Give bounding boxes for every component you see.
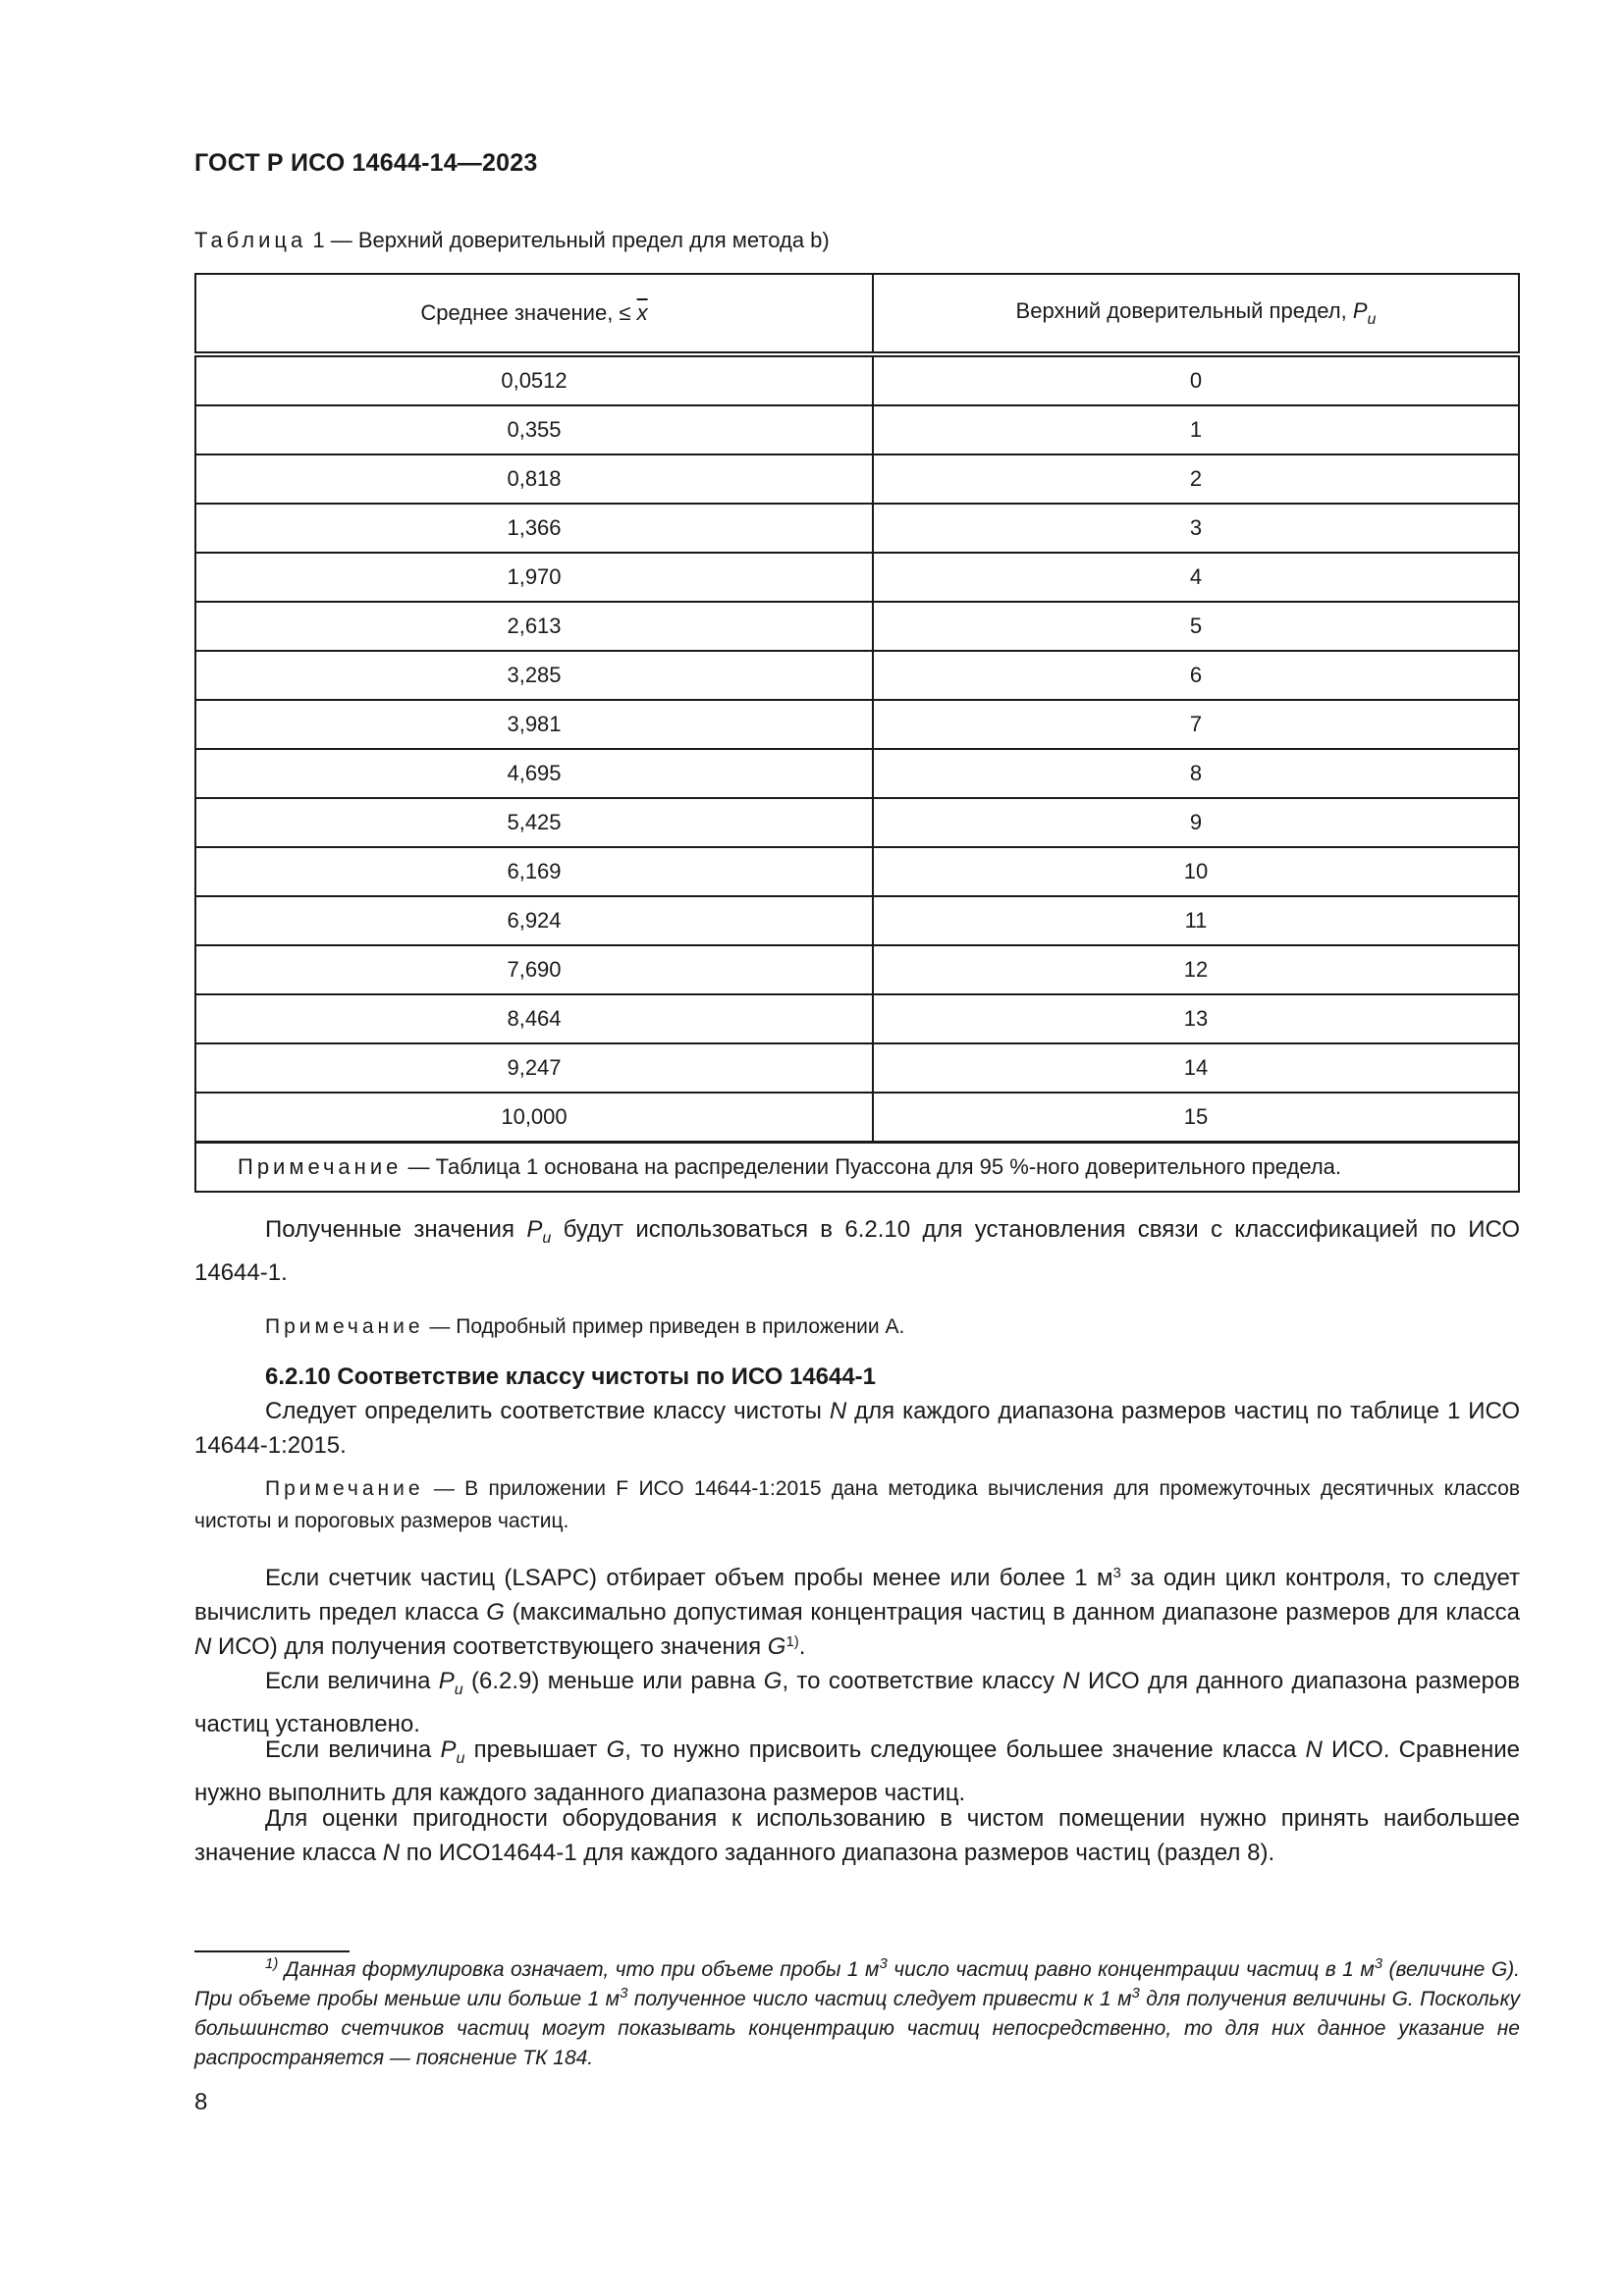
- text: по ИСО14644-1 для каждого заданного диапазона размеров частиц (раздел 8).: [400, 1840, 1275, 1866]
- table-header-row: [195, 274, 1519, 354]
- n-symbol: N: [1062, 1668, 1080, 1694]
- table-row: [195, 354, 1519, 405]
- text: будут использоваться в 6.2.10 для установления связи с классификацией по ИСО 14644-1.: [194, 1216, 1521, 1286]
- upper-limit-cell: 0: [873, 354, 1519, 405]
- table-note: [195, 1143, 1519, 1193]
- upper-limit-cell: 9: [873, 798, 1519, 847]
- text: ИСО) для получения соответствующего значения: [211, 1633, 768, 1660]
- section-heading-text: 6.2.10 Соответствие классу чистоты по ИСО 14644-1: [265, 1363, 877, 1390]
- paragraph-equipment-suitability: [194, 1801, 1520, 1870]
- text: .: [798, 1633, 806, 1660]
- upper-limit-cell: 1: [873, 405, 1519, 454]
- text: Если величина: [265, 1668, 439, 1694]
- mean-value-cell: 0,0512: [195, 354, 873, 405]
- mean-value-cell: 8,464: [195, 994, 873, 1043]
- mean-value-cell: 9,247: [195, 1043, 873, 1093]
- upper-limit-cell: 3: [873, 504, 1519, 553]
- g-symbol: G: [606, 1736, 625, 1763]
- text: Данная формулировка означает, что при объеме пробы 1 м: [278, 1958, 880, 1981]
- table-row: [195, 454, 1519, 504]
- superscript: 3: [1131, 1985, 1140, 2002]
- text: Полученные значения: [265, 1216, 527, 1243]
- superscript: 3: [1112, 1565, 1121, 1581]
- x-bar-symbol: $\overline{x}$: [636, 300, 648, 325]
- table-row: [195, 749, 1519, 798]
- p-symbol: P: [440, 1736, 457, 1763]
- text: , то соответствие классу: [782, 1668, 1063, 1694]
- table-note-text: — Таблица 1 основана на распределении Пуассона для 95 %-ного доверительного предела.: [402, 1154, 1342, 1179]
- table-row: [195, 700, 1519, 749]
- mean-value-cell: 0,355: [195, 405, 873, 454]
- n-symbol: N: [1305, 1736, 1323, 1763]
- page-number: 8: [194, 2089, 208, 2115]
- table-body: [195, 354, 1519, 1143]
- text: (максимально допустимая концентрация частиц в данном диапазоне размеров для класса: [504, 1599, 1520, 1626]
- mean-value-cell: 1,366: [195, 504, 873, 553]
- note-text: — Подробный пример приведен в приложении А.: [423, 1315, 905, 1338]
- upper-limit-cell: 7: [873, 700, 1519, 749]
- table-row: [195, 651, 1519, 700]
- mean-value-cell: 3,285: [195, 651, 873, 700]
- column-header-mean-label: Среднее значение, ≤: [420, 300, 637, 325]
- table-row: [195, 602, 1519, 651]
- p-symbol: P: [526, 1216, 543, 1243]
- upper-limit-cell: 8: [873, 749, 1519, 798]
- table-caption-number: 1: [312, 228, 325, 252]
- mean-value-cell: 3,981: [195, 700, 873, 749]
- note-example-reference: [194, 1310, 1520, 1343]
- paragraph-pu-exceeds: [194, 1733, 1520, 1810]
- document-header-standard-id: ГОСТ Р ИСО 14644-14—2023: [194, 149, 538, 177]
- upper-limit-cell: 6: [873, 651, 1519, 700]
- u-subscript: u: [1367, 310, 1377, 328]
- u-subscript: u: [456, 1750, 465, 1767]
- upper-limit-cell: 2: [873, 454, 1519, 504]
- table-caption-text: — Верхний доверительный предел для метода b): [330, 228, 830, 252]
- table-row: [195, 798, 1519, 847]
- mean-value-cell: 5,425: [195, 798, 873, 847]
- paragraph-class-determination: [194, 1394, 1520, 1463]
- note-text: — В приложении F ИСО 14644-1:2015 дана методика вычисления для промежуточных десятичных классов чистоты и пороговых размеров частиц.: [194, 1477, 1520, 1532]
- text: превышает: [464, 1736, 607, 1763]
- note-annex-f: [194, 1472, 1520, 1537]
- mean-value-cell: 0,818: [195, 454, 873, 504]
- u-subscript: u: [542, 1230, 552, 1247]
- mean-value-cell: 6,924: [195, 896, 873, 945]
- mean-value-cell: 10,000: [195, 1093, 873, 1143]
- text: ИСО для данного диапазона размеров частиц установлено.: [194, 1668, 1521, 1737]
- paragraph-lsapc: [194, 1561, 1520, 1664]
- mean-value-cell: 2,613: [195, 602, 873, 651]
- upper-limit-cell: 11: [873, 896, 1519, 945]
- column-header-upper-limit-label: Верхний доверительный предел,: [1015, 297, 1353, 323]
- table-row: [195, 504, 1519, 553]
- text: Для оценки пригодности оборудования к использованию в чистом помещении нужно принять наибольшее значение класса: [194, 1805, 1520, 1866]
- u-subscript: u: [454, 1682, 463, 1698]
- table-note-label: Примечание: [238, 1154, 403, 1179]
- column-header-mean: [195, 274, 873, 354]
- table-note-row: [195, 1143, 1519, 1193]
- mean-value-cell: 1,970: [195, 553, 873, 602]
- table-caption-prefix: Таблица: [194, 228, 307, 252]
- upper-limit-cell: 4: [873, 553, 1519, 602]
- table-row: [195, 847, 1519, 896]
- footnote-divider: [194, 1950, 350, 1952]
- text: (величине G). При объеме пробы меньше или больше 1 м: [194, 1958, 1520, 2010]
- mean-value-cell: 7,690: [195, 945, 873, 994]
- upper-limit-cell: 10: [873, 847, 1519, 896]
- upper-confidence-limit-table: [194, 273, 1520, 1193]
- table-row: [195, 896, 1519, 945]
- text: полученное число частиц следует привести к 1 м: [627, 1988, 1132, 2010]
- text: для получения величины G. Поскольку большинство счетчиков частиц могут показывать концентрацию частиц непосредственно, то для них данное указание не распространяется — пояснение ТК 184.: [194, 1988, 1520, 2069]
- g-symbol: G: [767, 1633, 786, 1660]
- table-row: [195, 1093, 1519, 1143]
- text: Если счетчик частиц (LSAPC) отбирает объем пробы менее или более 1 м: [265, 1565, 1113, 1591]
- table-row: [195, 994, 1519, 1043]
- n-symbol: N: [829, 1398, 847, 1424]
- superscript: 3: [1374, 1955, 1383, 1972]
- note-label: Примечание: [265, 1477, 424, 1500]
- text: для каждого диапазона размеров частиц по таблице 1 ИСО 14644-1:2015.: [194, 1398, 1520, 1459]
- superscript: 3: [879, 1955, 888, 1972]
- table-row: [195, 553, 1519, 602]
- text: ИСО. Сравнение нужно выполнить для каждого заданного диапазона размеров частиц.: [194, 1736, 1521, 1806]
- upper-limit-cell: 14: [873, 1043, 1519, 1093]
- text: за один цикл контроля, то следует вычислить предел класса: [194, 1565, 1520, 1626]
- upper-limit-cell: 12: [873, 945, 1519, 994]
- note-label: Примечание: [265, 1315, 424, 1338]
- footnote-1: [194, 1955, 1520, 2073]
- text: Следует определить соответствие классу чистоты: [265, 1398, 830, 1424]
- text: Если величина: [265, 1736, 441, 1763]
- g-symbol: G: [486, 1599, 505, 1626]
- section-heading-6-2-10: [194, 1360, 1520, 1394]
- upper-limit-cell: 15: [873, 1093, 1519, 1143]
- mean-value-cell: 4,695: [195, 749, 873, 798]
- g-symbol: G: [763, 1668, 783, 1694]
- upper-limit-cell: 5: [873, 602, 1519, 651]
- text: число частиц равно концентрации частиц в 1 м: [887, 1958, 1375, 1981]
- superscript: 3: [620, 1985, 628, 2002]
- text: (6.2.9) меньше или равна: [462, 1668, 764, 1694]
- table-row: [195, 405, 1519, 454]
- column-header-upper-limit: [873, 274, 1519, 354]
- p-symbol: P: [1352, 297, 1368, 323]
- n-symbol: N: [194, 1633, 212, 1660]
- table-row: [195, 945, 1519, 994]
- text: , то нужно присвоить следующее большее значение класса: [624, 1736, 1306, 1763]
- n-symbol: N: [382, 1840, 401, 1866]
- footnote-marker: 1): [265, 1955, 279, 1972]
- paragraph-pu-usage: [194, 1212, 1520, 1290]
- table-caption: [194, 228, 830, 253]
- p-symbol: P: [438, 1668, 455, 1694]
- footnote-reference[interactable]: 1): [785, 1633, 799, 1650]
- paragraph-pu-less-equal: [194, 1664, 1520, 1741]
- table-row: [195, 1043, 1519, 1093]
- upper-limit-cell: 13: [873, 994, 1519, 1043]
- mean-value-cell: 6,169: [195, 847, 873, 896]
